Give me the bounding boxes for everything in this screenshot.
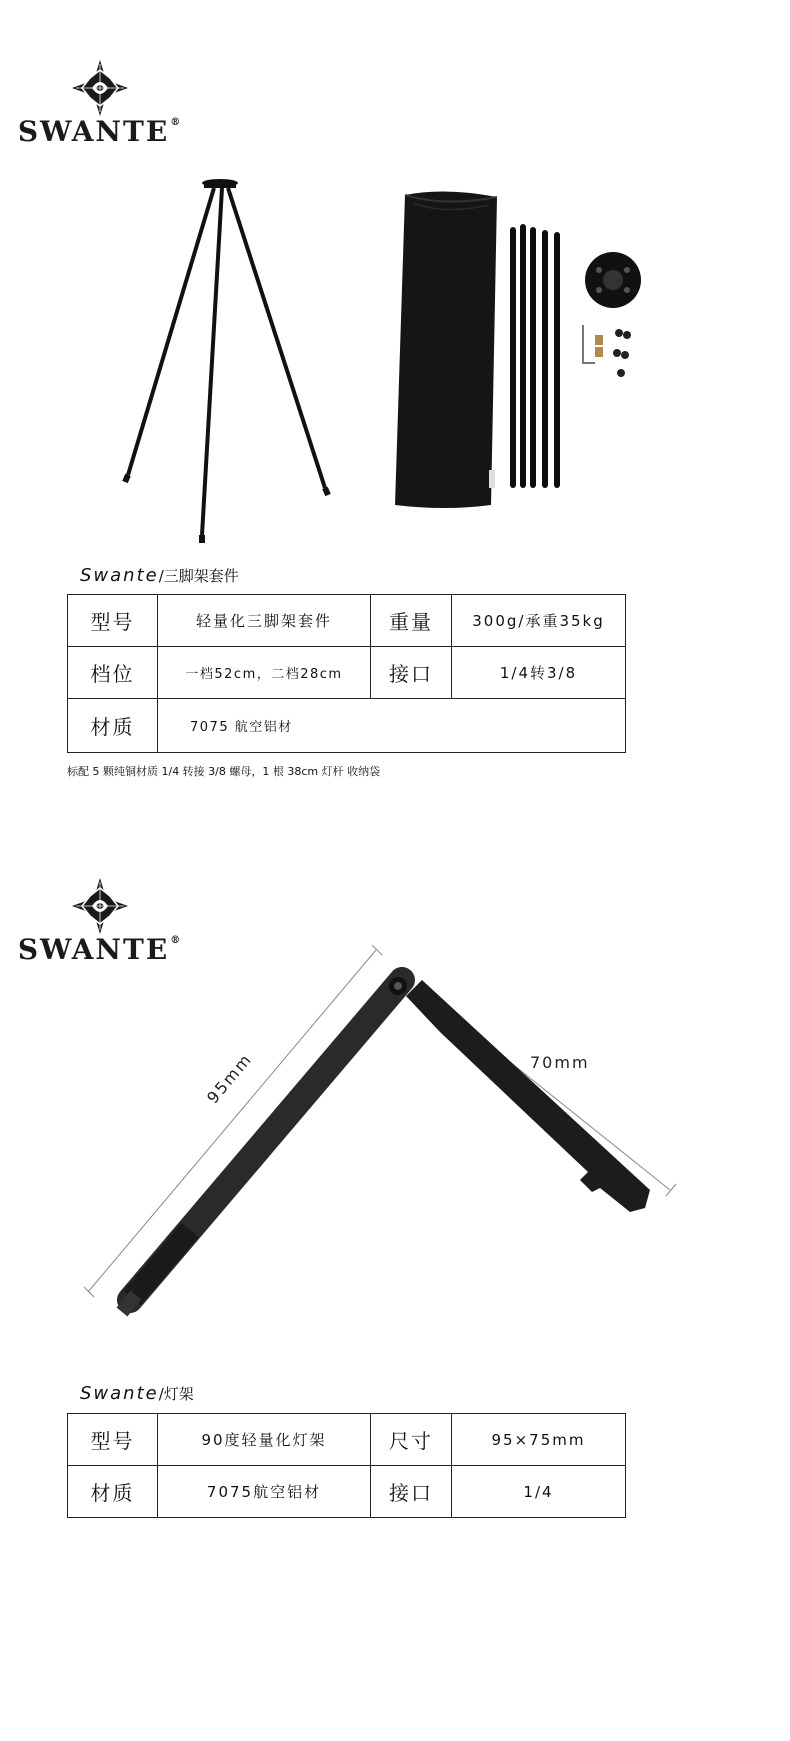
- label-interface: 接口: [371, 647, 452, 699]
- label-gear: 档位: [68, 647, 158, 699]
- brand-wordmark: SWANTE®: [17, 115, 183, 148]
- label-weight: 重量: [371, 595, 452, 647]
- value-gear: 一档52cm，二档28cm: [158, 647, 371, 699]
- value-model: 轻量化三脚架套件: [158, 595, 371, 647]
- dim-short-label: 70mm: [530, 1053, 590, 1072]
- compass-logo-icon: [70, 58, 130, 118]
- label-material-2: 材质: [68, 1466, 158, 1518]
- value-size: 95×75mm: [452, 1414, 626, 1466]
- value-weight: 300g/承重35kg: [452, 595, 626, 647]
- label-model-2: 型号: [68, 1414, 158, 1466]
- compass-logo-icon: [70, 876, 130, 936]
- kit-note: 标配 5 颗纯铜材质 1/4 转接 3/8 螺母，1 根 38cm 灯杆 收纳袋: [67, 765, 381, 778]
- value-interface-2: 1/4: [452, 1466, 626, 1518]
- lamp-bracket-image: [80, 940, 680, 1330]
- value-model-2: 90度轻量化灯架: [158, 1414, 371, 1466]
- bracket-spec-table: [67, 1413, 626, 1518]
- section-title-bracket: Swante/灯架: [80, 1383, 194, 1404]
- tripod-image: [110, 175, 350, 550]
- value-material-2: 7075航空铝材: [158, 1466, 371, 1518]
- label-size: 尺寸: [371, 1414, 452, 1466]
- section-title-tripod: Swante/三脚架套件: [80, 565, 239, 586]
- label-model: 型号: [68, 595, 158, 647]
- brand-wordmark-2: SWANTE®: [17, 933, 183, 966]
- tripod-spec-table: [67, 594, 626, 753]
- label-material: 材质: [68, 699, 158, 753]
- brand-logo: [10, 58, 190, 146]
- value-interface: 1/4转3/8: [452, 647, 626, 699]
- dim-long-label: 95mm: [203, 1049, 256, 1108]
- kit-contents-image: [385, 185, 685, 515]
- value-material: 7075 航空铝材: [158, 699, 626, 753]
- label-interface-2: 接口: [371, 1466, 452, 1518]
